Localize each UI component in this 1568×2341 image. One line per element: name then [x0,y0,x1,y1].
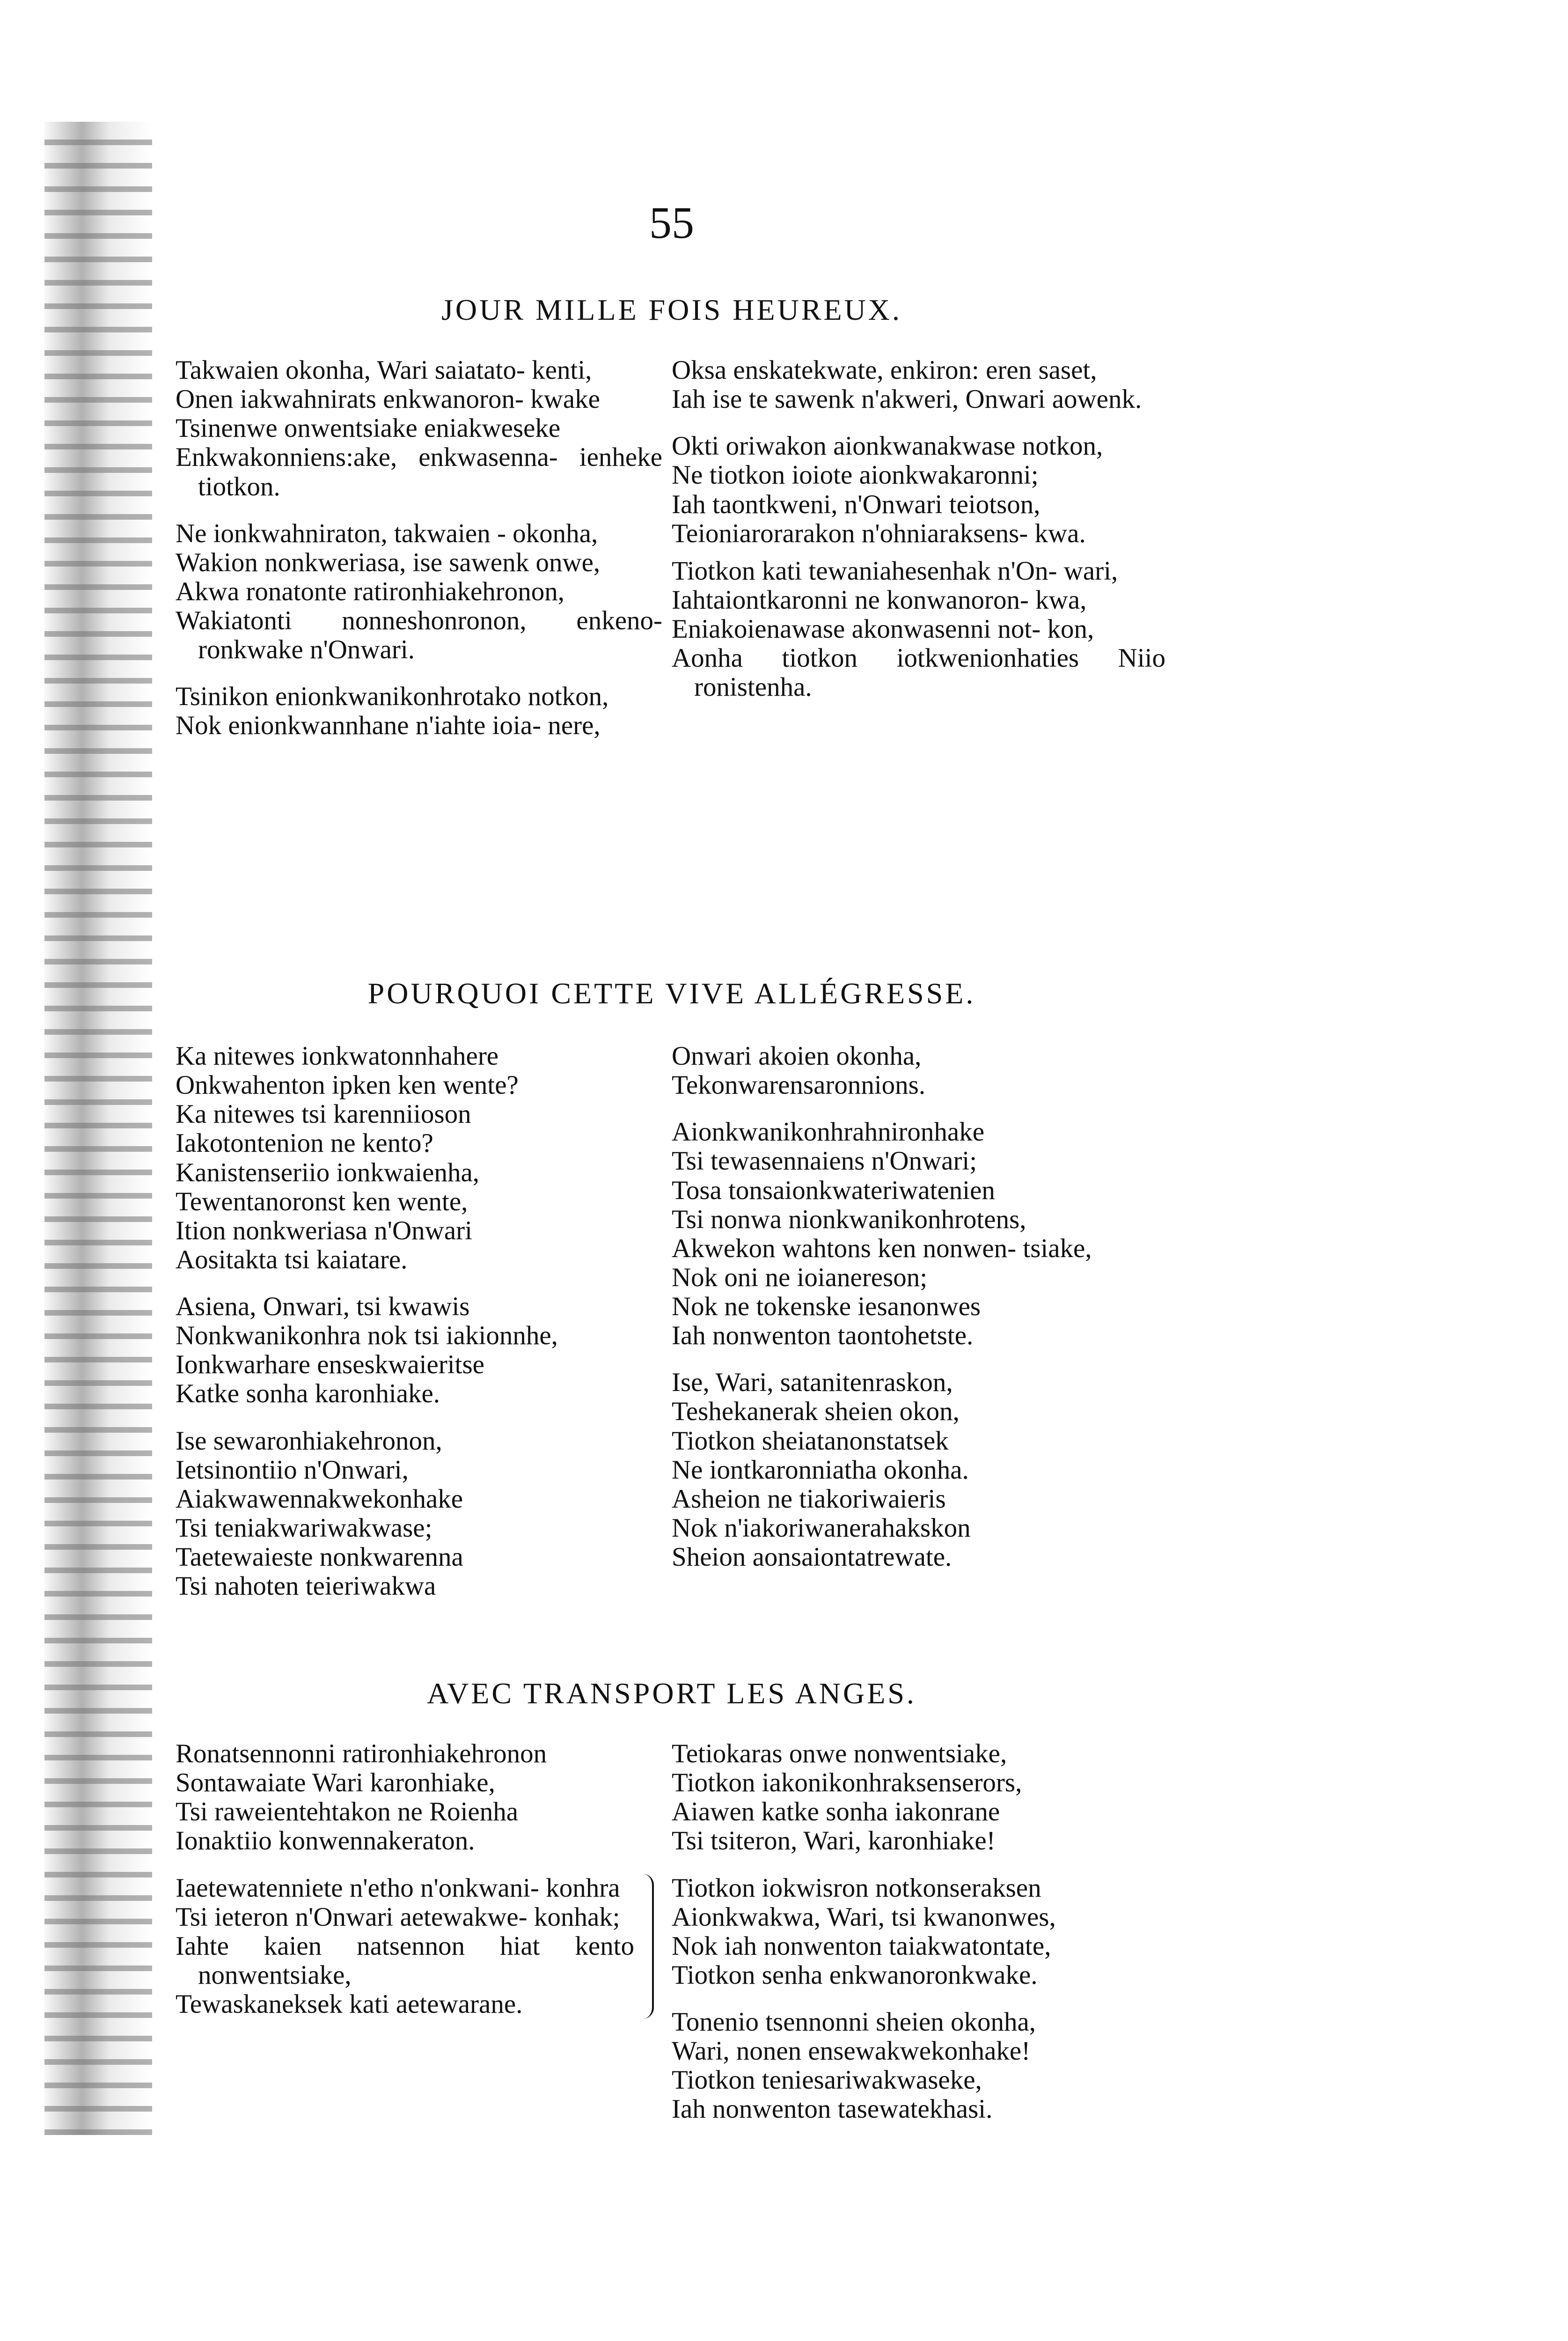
verse-line: Asiena, Onwari, tsi kwawis [176,1292,470,1321]
verse-line: Enkwakonniens:ake, enkwasenna- ienheke tiotkon. [176,442,662,501]
verse-line: Aiawen katke sonha iakonrane [672,1797,1000,1827]
stanza [672,1368,1165,1572]
section-1-right-column [672,356,1165,720]
verse-line: Ionaktiio konwennakeraton. [176,1826,475,1856]
verse-line: Iah nonwenton tasewatekhasi. [672,2094,993,2124]
verse-line: Tiotkon senha enkwanoronkwake. [672,1960,1038,1990]
section-1-left-column [176,356,662,758]
verse-line: Tiotkon sheiatanonstatsek [672,1426,949,1456]
verse-line: Tosa tonsaionkwateriwatenien [672,1175,995,1205]
stanza [672,432,1165,548]
verse-line: Iaetewatenniete n'etho n'onkwani- konhra [176,1873,620,1903]
verse-line: Onen iakwahnirats enkwanoron- kwake [176,384,600,414]
verse-line: Ka nitewes tsi karenniioson [176,1099,471,1129]
stanza [176,356,662,501]
verse-line: Okti oriwakon aionkwanakwase notkon, [672,431,1103,461]
verse-line: Wakion nonkweriasa, ise sawenk onwe, [176,547,601,577]
verse-line: Aositakta tsi kaiatare. [176,1244,408,1274]
verse-line: Iakotontenion ne kento? [176,1128,433,1158]
verse-line: Asheion ne tiakoriwaieris [672,1484,946,1514]
verse-line: Tetiokaras onwe nonwentsiake, [672,1739,1007,1768]
verse-line: Teioniarorarakon n'ohniaraksens- kwa. [672,518,1086,548]
verse-line: Sheion aonsaiontatrewate. [672,1542,952,1572]
stanza [176,1292,662,1409]
section-3-right-column [672,1739,1165,2142]
verse-line: Ne tiotkon ioiote aionkwakaronni; [672,460,1039,490]
verse-line: Nok ne tokenske iesanonwes [672,1292,981,1321]
verse-line: Wari, nonen ensewakwekonhake! [672,2036,1031,2066]
section-3-left-column [176,1739,662,2037]
verse-line: Ka nitewes ionkwatonnhahere [176,1041,499,1071]
stanza [672,1874,1165,1990]
stanza [672,557,1165,702]
stanza [672,1118,1165,1350]
stanza [176,519,662,665]
stanza [176,682,662,740]
verse-line: Tsi teniakwariwakwase; [176,1513,432,1543]
verse-line: Onkwahenton ipken ken wente? [176,1070,519,1100]
curly-brace [640,1874,654,2019]
stanza [672,1042,1165,1100]
verse-line: Iah nonwenton taontohetste. [672,1321,974,1351]
verse-line: Tewentanoronst ken wente, [176,1186,468,1216]
stanza [176,1427,662,1601]
scan-binding-edge [44,122,152,2135]
verse-line: Kanistenseriio ionkwaienha, [176,1157,479,1187]
verse-line: Katke sonha karonhiake. [176,1379,440,1409]
verse-line: Oksa enskatekwate, enkiron: eren saset, [672,355,1097,385]
page-number: 55 [649,198,694,248]
verse-line: Nok n'iakoriwanerahakskon [672,1513,971,1543]
verse-line: Tsinikon enionkwanikonhrotako notkon, [176,682,609,712]
verse-line: Ition nonkweriasa n'Onwari [176,1215,472,1245]
verse-line: Ne ionkwahniraton, takwaien - okonha, [176,518,598,548]
verse-line: Onwari akoien okonha, [672,1041,922,1071]
verse-line: Tsi nahoten teieriwakwa [176,1571,436,1601]
section-title-jour-mille-fois: JOUR MILLE FOIS HEUREUX. [441,293,902,326]
verse-line: Tiotkon kati tewaniahesenhak n'On- wari, [672,556,1118,586]
verse-line: Nok iah nonwenton taiakwatontate, [672,1931,1051,1961]
verse-line: Tsi ieteron n'Onwari aetewakwe- konhak; [176,1902,620,1932]
verse-line: Tonenio tsennonni sheien okonha, [672,2007,1036,2037]
stanza [176,1042,662,1274]
section-2-left-column [176,1042,662,1619]
verse-line: Taetewaieste nonkwarenna [176,1542,463,1572]
verse-line: Tsi tsiteron, Wari, karonhiake! [672,1826,996,1856]
verse-line: Iahte kaien natsennon hiat kento nonwentsiake, [176,1931,634,1990]
verse-line: Iah taontkweni, n'Onwari teiotson, [672,489,1040,519]
verse-line: Sontawaiate Wari karonhiake, [176,1768,495,1798]
verse-line: Wakiatonti nonneshonronon, enkeno- ronkwake n'Onwari. [176,606,662,665]
verse-line: Akwa ronatonte ratironhiakehronon, [176,576,564,606]
verse-line: Nonkwanikonhra nok tsi iakionnhe, [176,1321,558,1351]
verse-line: Tsi raweientehtakon ne Roienha [176,1797,519,1827]
verse-line: Ronatsennonni ratironhiakehronon [176,1739,547,1768]
verse-line: Tsi nonwa nionkwanikonhrotens, [672,1204,1026,1234]
section-title-avec-transport: AVEC TRANSPORT LES ANGES. [427,1677,916,1710]
braced-stanza [176,1874,662,2019]
stanza [176,1739,662,1856]
verse-line: Ise, Wari, satanitenraskon, [672,1368,953,1398]
braced-lines [176,1874,634,2019]
verse-line: Iahtaiontkaronni ne konwanoron- kwa, [672,585,1087,615]
verse-line: Tsi tewasennaiens n'Onwari; [672,1146,977,1176]
verse-line: Ietsinontiio n'Onwari, [176,1455,409,1485]
verse-line: Aiakwawennakwekonhake [176,1484,463,1514]
verse-line: Iah ise te sawenk n'akweri, Onwari aowenk. [672,384,1142,414]
verse-line: Nok oni ne ioianereson; [672,1262,928,1292]
stanza [672,2008,1165,2124]
verse-line: Eniakoienawase akonwasenni not- kon, [672,614,1094,644]
verse-line: Tewaskaneksek kati aetewarane. [176,1989,523,2019]
verse-line: Ise sewaronhiakehronon, [176,1426,442,1456]
verse-line: Tiotkon teniesariwakwaseke, [672,2065,982,2095]
verse-line: Akwekon wahtons ken nonwen- tsiake, [672,1233,1092,1263]
verse-line: Ne iontkaronniatha okonha. [672,1455,969,1485]
section-title-pourquoi-cette: POURQUOI CETTE VIVE ALLÉGRESSE. [367,977,976,1010]
verse-line: Aionkwanikonhrahnironhake [672,1117,984,1147]
stanza [672,356,1165,414]
section-2-right-column [672,1042,1165,1590]
verse-line: Ionkwarhare enseskwaieritse [176,1350,484,1380]
verse-line: Tiotkon iakonikonhraksenserors, [672,1768,1022,1798]
verse-line: Aonha tiotkon iotkwenionhaties Niio ronistenha. [672,643,1165,702]
verse-line: Nok enionkwannhane n'iahte ioia- nere, [176,711,601,741]
verse-line: Aionkwakwa, Wari, tsi kwanonwes, [672,1902,1056,1932]
verse-line: Teshekanerak sheien okon, [672,1397,960,1427]
verse-line: Tiotkon iokwisron notkonseraksen [672,1873,1041,1903]
verse-line: Takwaien okonha, Wari saiatato- kenti, [176,355,592,385]
stanza [672,1739,1165,1856]
verse-line: Tsinenwe onwentsiake eniakweseke [176,413,561,443]
verse-line: Tekonwarensaronnions. [672,1070,926,1100]
